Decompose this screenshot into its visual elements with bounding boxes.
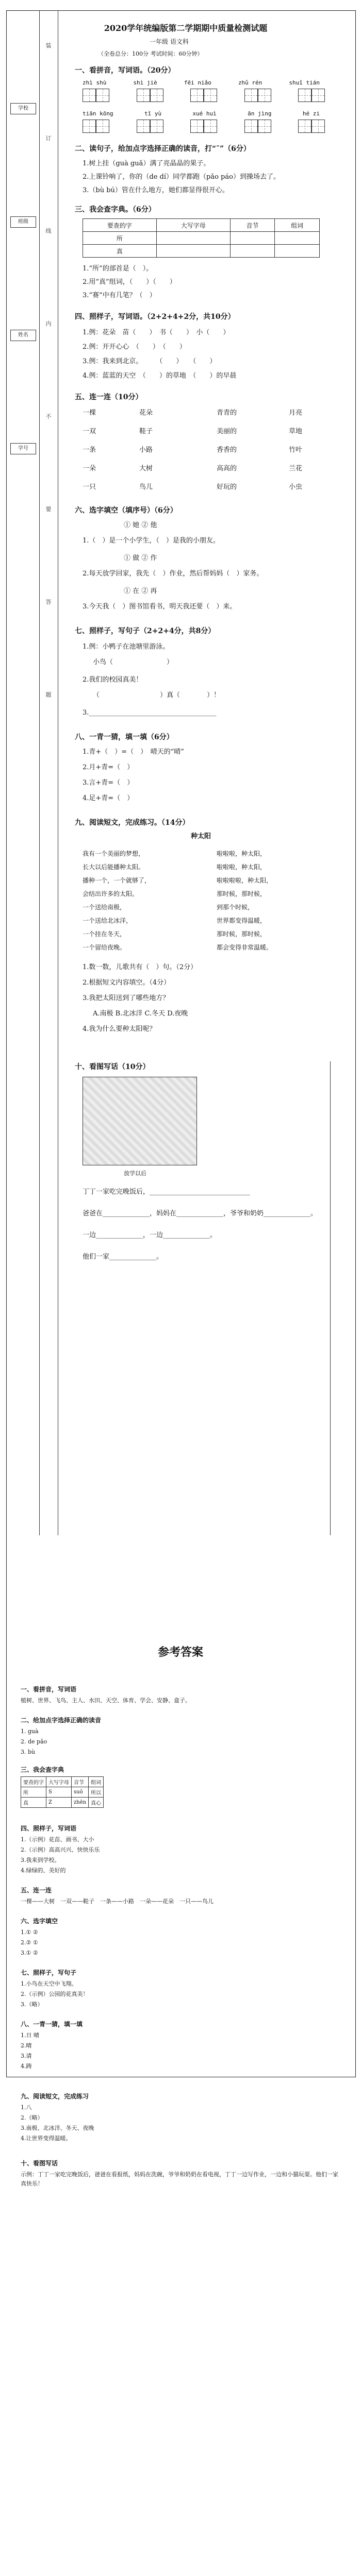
match-item[interactable]: 大树 <box>139 465 153 472</box>
exam-title: 2020学年统编版第二学期期中质量检测试题 <box>104 23 268 33</box>
class-label: 班级 <box>10 216 36 228</box>
match-item[interactable]: 一朵 <box>83 465 96 472</box>
binding-char: 答 <box>45 599 52 605</box>
writing-grid-row-1[interactable] <box>83 89 325 102</box>
answer-line: 一棵——大树 一双——鞋子 一条——小路 一朵——花朵 一只——鸟儿 <box>21 1898 214 1905</box>
answer-line: 1.八 <box>21 2104 32 2111</box>
question: 2.上课铃响了，你的（de dí）同学都跑（pǎo páo）到操场去了。 <box>83 173 280 181</box>
school-label: 学校 <box>10 103 36 114</box>
answer-section-title: 二、给加点字选择正确的读音 <box>21 1717 102 1724</box>
answer-line: 植树、世界、飞鸟、主人、水田、天空、体育、学会、安静、盒子。 <box>21 1697 191 1704</box>
pinyin-item: xué huì <box>192 110 217 117</box>
poem-line: 一个送给北冰洋， <box>83 917 133 924</box>
answer-line: 1. guà <box>21 1728 39 1735</box>
passage-title: 种太阳 <box>191 833 211 840</box>
section-8-title: 八、一青一猜，填一填（6分） <box>75 733 174 741</box>
answer-line: 1.（示例）花苗、画书、大小 <box>21 1836 94 1843</box>
poem-line: 世界都变得温暖， <box>217 917 267 924</box>
match-column-2 <box>139 404 153 497</box>
dictionary-table <box>83 218 320 258</box>
answer-section-title: 一、看拼音，写词语 <box>21 1686 77 1693</box>
question: 3.我把太阳送到了哪些地方？ <box>83 994 170 1002</box>
table-header: 组词 <box>275 219 320 232</box>
question: 3.______________________________________ <box>83 709 217 717</box>
answer-line: 4.踌 <box>21 2063 32 2070</box>
question: 3.今天我（ ）图书馆看书，明天我还要（ ）来。 <box>83 603 237 611</box>
poem-right-column <box>217 847 272 954</box>
picture-caption: 放学以后 <box>124 1170 146 1177</box>
answer-cell[interactable] <box>156 232 230 245</box>
match-column-3 <box>217 404 237 497</box>
table-cell: 真 <box>21 1798 46 1808</box>
binding-char: 不 <box>45 413 52 420</box>
answer-line: 1.小鸟在天空中飞翔。 <box>21 1980 77 1987</box>
question: 1.（ ）是一个小学生，（ ）是我的小朋友。 <box>83 537 220 545</box>
exam-meta: （全卷总分：100分 考试时间：60分钟） <box>98 50 203 57</box>
student-number-label: 学号 <box>10 443 36 454</box>
section-2-title: 二、读句子，给加点字选择正确的读音，打“ˇ”（6分） <box>75 145 251 153</box>
poem-line: 一个留给夜晚。 <box>83 944 126 951</box>
answer-section-title: 八、一青一猜，填一填 <box>21 2021 83 2028</box>
question: 2.每天放学回家，我先（ ）作业，然后帮妈妈（ ）家务。 <box>83 570 264 578</box>
poem-line: 啦啦啦啦，种太阳， <box>217 877 273 884</box>
answer-line: 2. de pǎo <box>21 1738 47 1745</box>
answer-line: 4.绿绿的、美好的 <box>21 1867 66 1874</box>
match-item[interactable]: 一棵 <box>83 409 96 417</box>
binding-char: 要 <box>45 506 52 513</box>
poem-line: 都会变得非常温暖。 <box>217 944 273 951</box>
writing-prompt: 丁丁一家吃完晚饭后，______________________________ <box>83 1188 251 1196</box>
table-header: 大写字母 <box>156 219 230 232</box>
picture-illustration <box>83 1077 197 1165</box>
match-item[interactable]: 一双 <box>83 428 96 435</box>
answer-line: 3. bù <box>21 1749 36 1755</box>
answer-line: 2.（示例）高高兴兴、快快乐乐 <box>21 1846 100 1853</box>
answer-dictionary-table <box>21 1776 104 1808</box>
binding-char: 线 <box>45 228 52 234</box>
poem-line: 啦啦啦，种太阳， <box>217 863 267 871</box>
answer-line: 示例：丁丁一家吃完晚饭后，爸爸在看报纸，妈妈在洗碗，爷爷和奶奶在看电视，丁丁一边写作业，一边和小猫玩耍。他们一家真快乐！ <box>21 2171 338 2187</box>
match-item[interactable]: 兰花 <box>289 465 303 472</box>
table-header: 要查的字 <box>21 1777 46 1787</box>
poem-line: 长大以后能播种太阳。 <box>83 863 145 871</box>
match-item[interactable]: 高高的 <box>217 465 237 472</box>
answer-line: 3.南极、北冰洋、冬天、夜晚 <box>21 2125 94 2131</box>
question: 3.（bù bú）管在什么地方，她们都显得很开心。 <box>83 187 229 194</box>
answer-line: 2.（略） <box>21 2114 43 2121</box>
writing-grid-row-2[interactable] <box>83 120 325 133</box>
match-item[interactable]: 小虫 <box>289 483 303 491</box>
answer-cell[interactable] <box>230 232 275 245</box>
question: （ ）真（ ）！ <box>93 691 221 699</box>
question: 2.用“真”组词，（ ）（ ） <box>83 278 176 286</box>
poem-line: 那时候，那时候， <box>217 930 267 938</box>
writing-prompt: 爸爸在______________，妈妈在______________，爷爷和奶奶______________。 <box>83 1210 318 1217</box>
answer-line: 2.（示例）公园的花真美！ <box>21 1991 89 1997</box>
match-item[interactable]: 一条 <box>83 446 96 454</box>
binding-char: 装 <box>45 42 52 49</box>
poem-line: 我有一个美丽的梦想， <box>83 850 145 857</box>
poem-line: 会结出许多的太阳。 <box>83 890 139 897</box>
question: 1.青+（ ）=（ ） 晴天的“晴” <box>83 748 184 756</box>
question: ① 在 ② 再 <box>124 587 157 595</box>
table-cell: suǒ <box>72 1787 89 1798</box>
binding-char: 订 <box>45 135 52 142</box>
question: 4.足+青=（ ） <box>83 794 134 802</box>
match-item[interactable]: 花朵 <box>139 409 153 417</box>
answer-section-title: 九、阅读短文，完成练习 <box>21 2093 89 2100</box>
match-item[interactable]: 竹叶 <box>289 446 303 454</box>
table-header: 要查的字 <box>83 219 157 232</box>
match-item[interactable]: 鸟儿 <box>139 483 153 491</box>
poem-line: 一个送给南极， <box>83 904 126 911</box>
question: 3.言+青=（ ） <box>83 779 134 787</box>
question: 1.例：小鸭子在池塘里游泳。 <box>83 643 170 651</box>
answer-line: 3.（略） <box>21 2001 43 2008</box>
binding-line <box>39 10 40 1535</box>
match-item[interactable]: 月亮 <box>289 409 303 417</box>
section-9-title: 九、阅读短文，完成练习。（14分） <box>75 819 190 827</box>
table-cell: 真心 <box>89 1798 104 1808</box>
answer-line: 2.② ① <box>21 1939 38 1946</box>
question: 2.根据短文内容填空。（4分） <box>83 979 171 987</box>
pinyin-item: shì jiè <box>133 79 157 86</box>
right-binding-line <box>330 1061 331 1535</box>
answer-cell[interactable] <box>156 245 230 258</box>
table-header: 音节 <box>72 1777 89 1787</box>
question: ① 她 ② 他 <box>124 521 157 529</box>
binding-char: 题 <box>45 691 52 698</box>
match-item[interactable]: 香香的 <box>217 446 237 454</box>
writing-prompt: 他们一家______________。 <box>83 1253 163 1261</box>
pinyin-row-2 <box>83 110 320 117</box>
poem-line: 那时候，那时候， <box>217 890 267 897</box>
answer-line: 1.日 晴 <box>21 2032 39 2039</box>
binding-char: 内 <box>45 320 52 327</box>
pinyin-item: hé zi <box>302 110 320 117</box>
name-label: 姓名 <box>10 330 36 341</box>
question: 1.“所”的部首是（ ）。 <box>83 265 153 273</box>
pinyin-row-1 <box>83 79 320 86</box>
match-item[interactable]: 美丽的 <box>217 428 237 435</box>
match-item[interactable]: 好玩的 <box>217 483 237 491</box>
answer-line: 1.① ② <box>21 1929 38 1936</box>
match-column-4 <box>289 404 302 497</box>
exam-subtitle: 一年级 语文科 <box>150 38 189 45</box>
answer-section-title: 五、连一连 <box>21 1887 52 1894</box>
writing-prompt: 一边______________，一边______________。 <box>83 1231 217 1239</box>
poem-line: 一个挂在冬天， <box>83 930 126 938</box>
question: ① 做 ② 作 <box>124 554 157 562</box>
answer-section-title: 三、我会查字典 <box>21 1766 64 1773</box>
answer-line: 3.请 <box>21 2053 32 2059</box>
poem-left-column <box>83 847 151 954</box>
answer-section-title: 六、选字填空 <box>21 1918 58 1925</box>
question: 2.月+青=（ ） <box>83 764 134 771</box>
answer-line: 3.① ② <box>21 1950 38 1956</box>
answer-line: 3.我来到学校。 <box>21 1857 60 1863</box>
match-item[interactable]: 一只 <box>83 483 96 491</box>
question: 4.我为什么要种太阳呢？ <box>83 1025 156 1033</box>
match-item[interactable]: 鞋子 <box>139 428 153 435</box>
answer-cell[interactable] <box>275 245 320 258</box>
answer-key-title: 参考答案 <box>157 1646 203 1659</box>
answer-section-title: 十、看图写话 <box>21 2160 58 2167</box>
question: 1.树上挂（guà guǎ）满了亮晶晶的果子。 <box>83 160 210 167</box>
table-header: 音节 <box>230 219 275 232</box>
answer-section-title: 四、照样子，写词语 <box>21 1825 77 1832</box>
pinyin-item: zhì shù <box>83 79 107 86</box>
match-item[interactable]: 草地 <box>289 428 303 435</box>
match-item[interactable]: 小路 <box>139 446 153 454</box>
pinyin-item: ān jìng <box>248 110 272 117</box>
answer-line: 4.让世界变得温暖。 <box>21 2135 72 2142</box>
section-7-title: 七、照样子，写句子（2+2+4分，共8分） <box>75 627 216 635</box>
answer-line: 2.晴 <box>21 2042 32 2049</box>
question: 2.我们的校园真美！ <box>83 676 143 684</box>
question: 1.例：花朵 苗（ ） 书（ ） 小（ ） <box>83 329 230 336</box>
table-cell: 所 <box>83 232 157 245</box>
question: 4.例：蓝蓝的天空 （ ）的草地 （ ）的早晨 <box>83 372 237 380</box>
section-5-title: 五、连一连（10分） <box>75 393 143 401</box>
section-10-title: 十、看图写话（10分） <box>75 1063 150 1071</box>
table-cell: 所 <box>21 1787 46 1798</box>
question: 2.例：开开心心 （ ） （ ） <box>83 343 186 351</box>
match-column-1 <box>83 404 96 497</box>
poem-line: 到那个时候， <box>217 904 254 911</box>
section-6-title: 六、选字填空（填序号）（6分） <box>75 506 177 515</box>
question: 3.例：我来到北京。 （ ） （ ） <box>83 358 217 365</box>
answer-section-title: 七、照样子，写句子 <box>21 1969 77 1976</box>
match-item[interactable]: 青青的 <box>217 409 237 417</box>
question-options: A.南极 B.北冰洋 C.冬天 D.夜晚 <box>93 1010 188 1018</box>
section-3-title: 三、我会查字典。（6分） <box>75 206 156 214</box>
poem-line: 啦啦啦，种太阳， <box>217 850 267 857</box>
pinyin-item: fēi niǎo <box>184 79 211 86</box>
answer-cell[interactable] <box>275 232 320 245</box>
table-cell: 所以 <box>89 1787 104 1798</box>
section-4-title: 四、照样子，写词语。（2+2+4+2分，共10分） <box>75 313 235 321</box>
question: 1.数一数，儿歌共有（ ）句。（2分） <box>83 963 198 971</box>
pinyin-item: shuǐ tián <box>289 79 320 86</box>
table-cell: Z <box>46 1798 72 1808</box>
pinyin-item: tǐ yù <box>144 110 162 117</box>
table-cell: 真 <box>83 245 157 258</box>
question: 小鸟（ ） <box>93 658 174 666</box>
table-cell: S <box>46 1787 72 1798</box>
poem-line: 播种一个，一个就够了， <box>83 877 151 884</box>
pinyin-item: zhǔ rén <box>238 79 262 86</box>
pinyin-item: tiān kōng <box>83 110 113 117</box>
table-cell: zhēn <box>72 1798 89 1808</box>
table-header: 大写字母 <box>46 1777 72 1787</box>
section-1-title: 一、看拼音，写词语。（20分） <box>75 66 175 75</box>
table-header: 组词 <box>89 1777 104 1787</box>
answer-cell[interactable] <box>230 245 275 258</box>
question: 3.“赛”中有几笔？（ ） <box>83 292 156 299</box>
